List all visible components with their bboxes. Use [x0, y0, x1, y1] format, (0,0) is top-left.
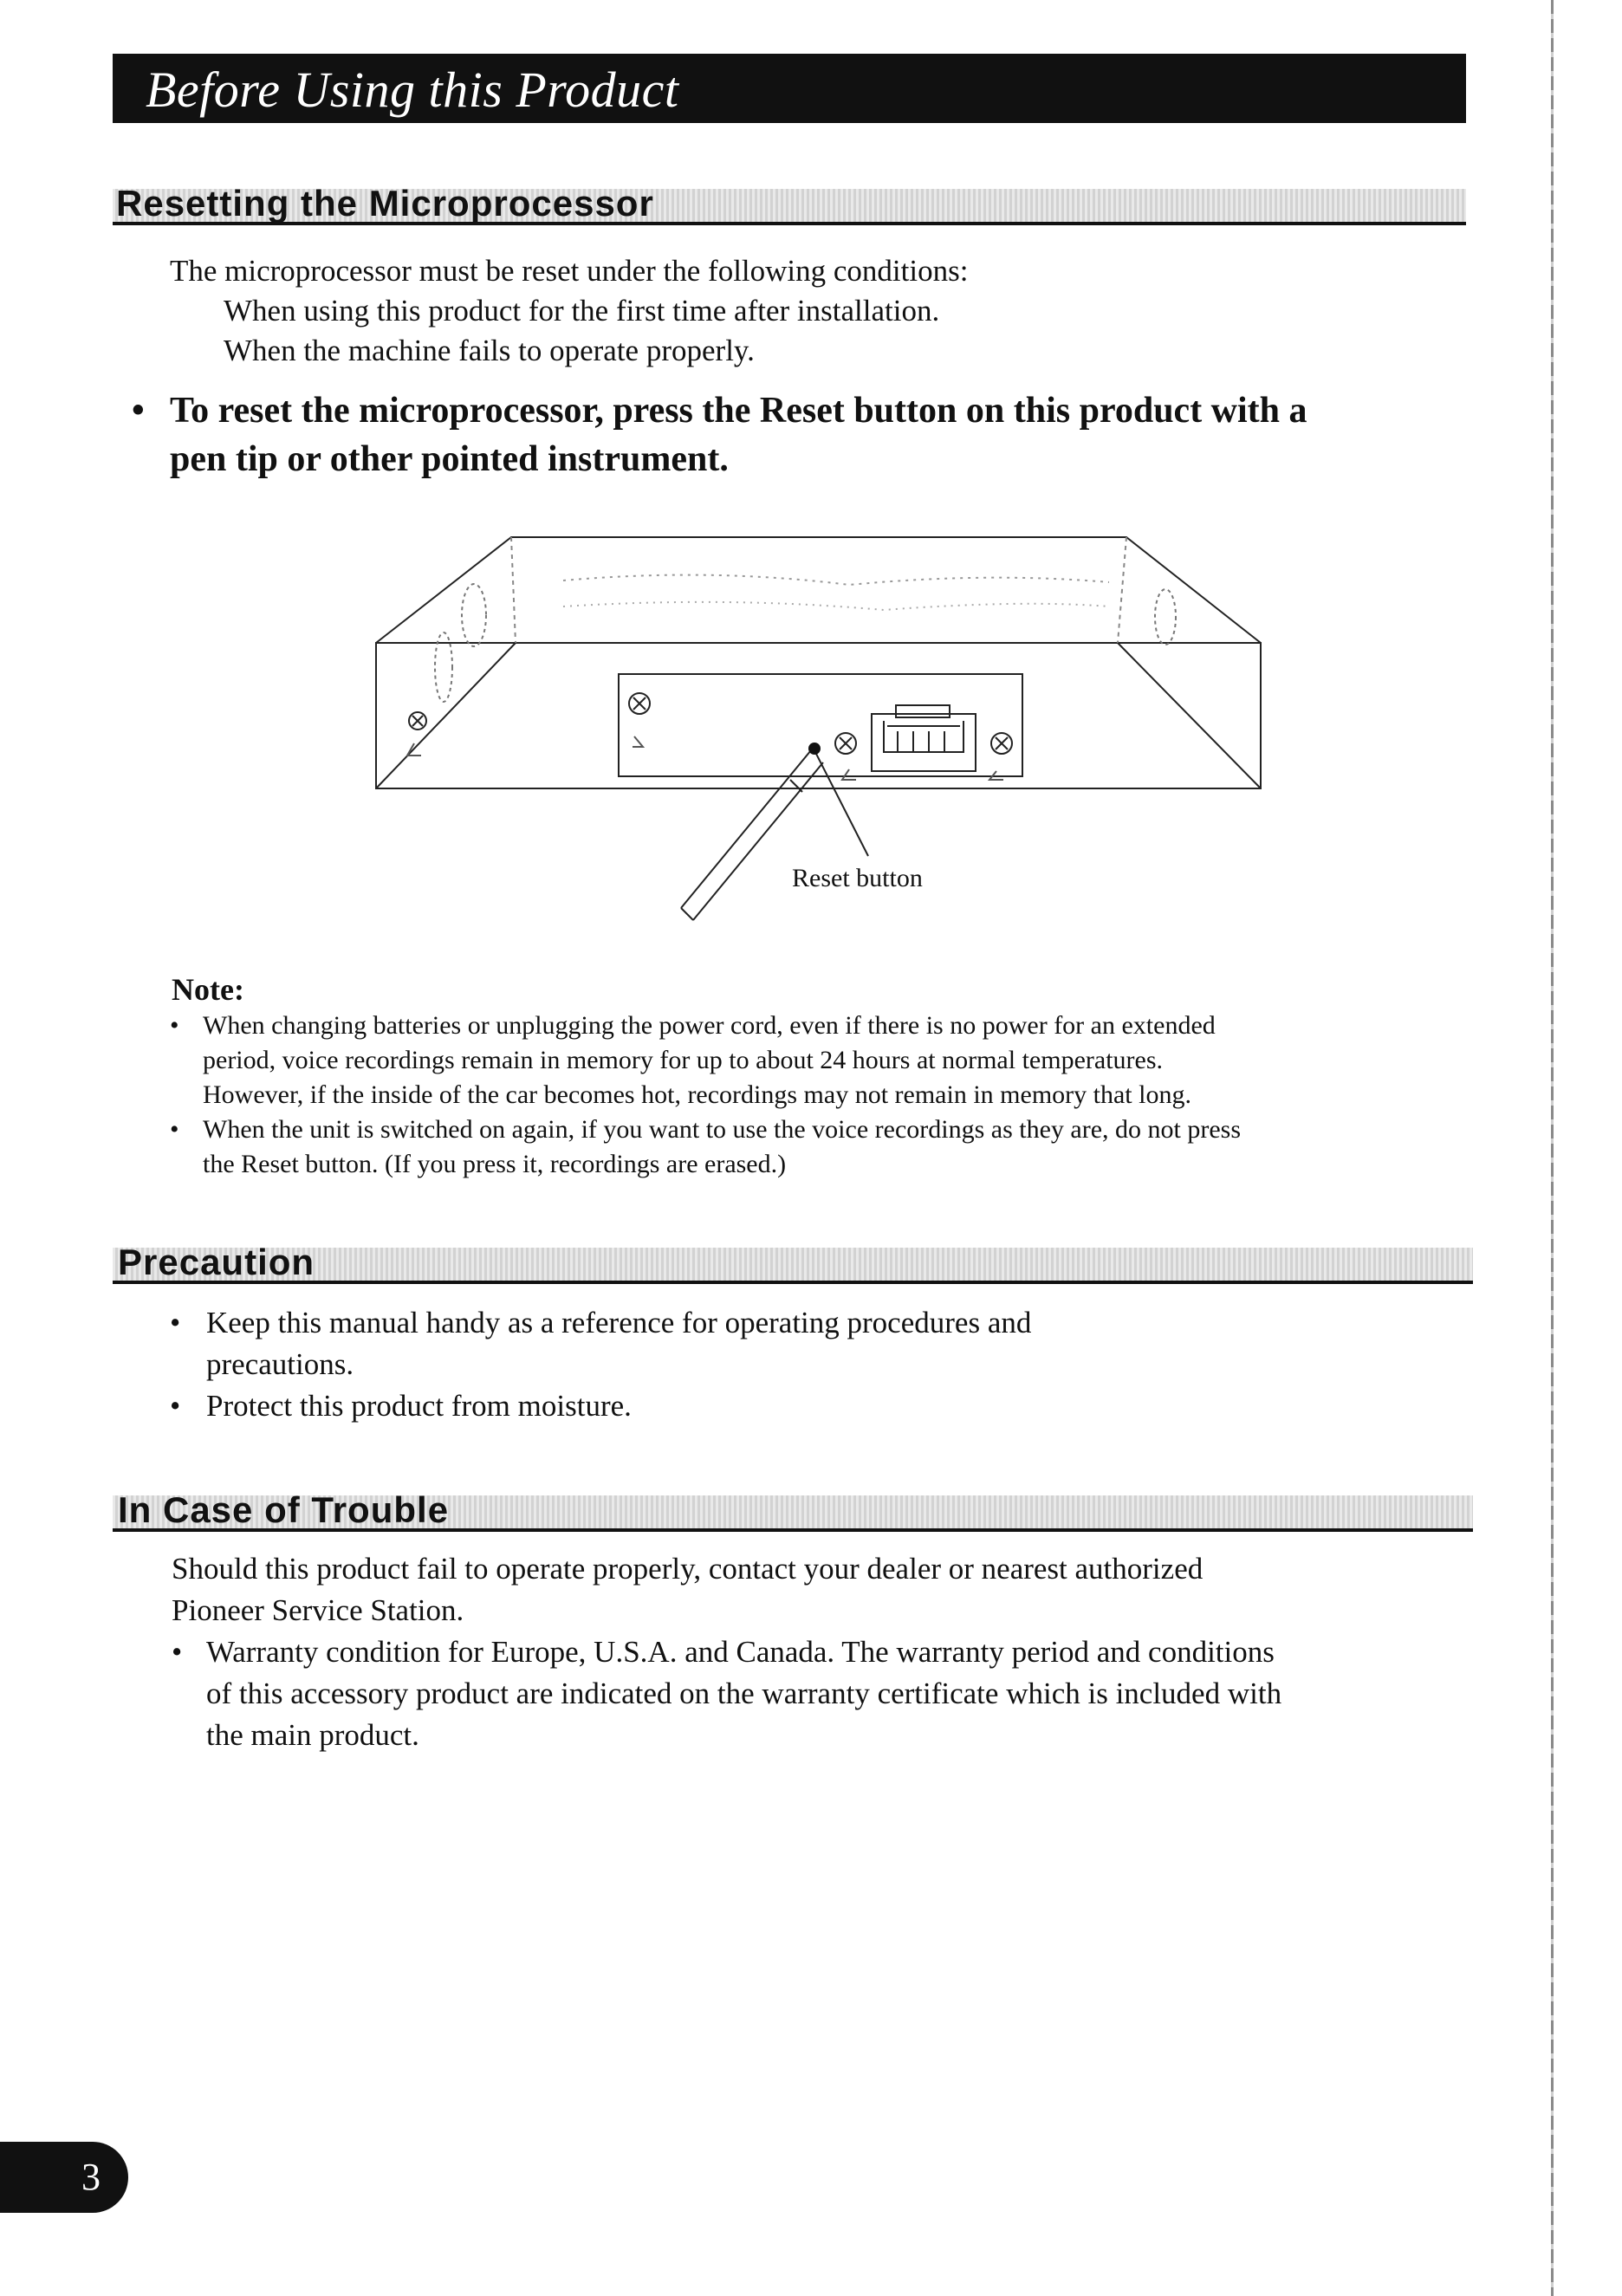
precaution-item-1-line-1: Keep this manual handy as a reference for operating procedures and	[206, 1306, 1032, 1339]
trouble-item-line-1: Warranty condition for Europe, U.S.A. and Canada. The warranty period and conditions	[206, 1635, 1275, 1669]
trouble-para-line-1: Should this product fail to operate properly, contact your dealer or nearest authorized	[172, 1552, 1204, 1586]
page-number: 3	[81, 2156, 101, 2198]
trouble-para-line-2: Pioneer Service Station.	[172, 1593, 464, 1627]
section-heading-precaution: Precaution	[118, 1242, 315, 1282]
section-bar-precaution	[113, 1248, 1473, 1284]
trouble-item-line-3: the main product.	[206, 1718, 419, 1752]
bullet-glyph: •	[132, 391, 145, 431]
bullet-glyph: •	[170, 1115, 179, 1144]
note-heading: Note:	[172, 972, 244, 1007]
section-heading-trouble: In Case of Trouble	[118, 1489, 450, 1530]
note-item-1-line-1: When changing batteries or unplugging the power cord, even if there is no power for an extended	[203, 1011, 1216, 1040]
bullet-glyph: •	[170, 1011, 179, 1040]
bullet-glyph: •	[170, 1306, 181, 1339]
precaution-item-1-line-2: precautions.	[206, 1347, 354, 1381]
note-item-1-line-3: However, if the inside of the car becomes hot, recordings may not remain in memory that long.	[203, 1080, 1191, 1109]
precaution-item-2: Protect this product from moisture.	[206, 1389, 632, 1423]
page-title: Before Using this Product	[146, 62, 679, 118]
note-item-1-line-2: period, voice recordings remain in memory for up to about 24 hours at normal temperatures.	[203, 1046, 1164, 1074]
bullet-glyph: •	[170, 1389, 181, 1423]
note-item-2-line-2: the Reset button. (If you press it, recordings are erased.)	[203, 1150, 787, 1178]
scan-edge-line	[1551, 0, 1554, 2296]
reset-button-dot	[808, 743, 821, 755]
reset-condition-2: When the machine fails to operate properly.	[224, 334, 755, 367]
note-item-2-line-1: When the unit is switched on again, if you want to use the voice recordings as they are, do not press	[203, 1115, 1242, 1144]
reset-condition-1: When using this product for the first time after installation.	[224, 294, 940, 328]
reset-intro: The microprocessor must be reset under the following conditions:	[170, 254, 969, 288]
bullet-glyph: •	[172, 1635, 183, 1669]
section-heading-reset: Resetting the Microprocessor	[116, 183, 654, 224]
figure-label-reset-button: Reset button	[792, 864, 923, 892]
reset-instruction-line-1: To reset the microprocessor, press the Reset button on this product with a	[170, 391, 1307, 431]
reset-instruction-line-2: pen tip or other pointed instrument.	[170, 439, 729, 479]
trouble-item-line-2: of this accessory product are indicated on the warranty certificate which is included with	[206, 1677, 1282, 1710]
page-number-tab	[0, 2142, 128, 2213]
